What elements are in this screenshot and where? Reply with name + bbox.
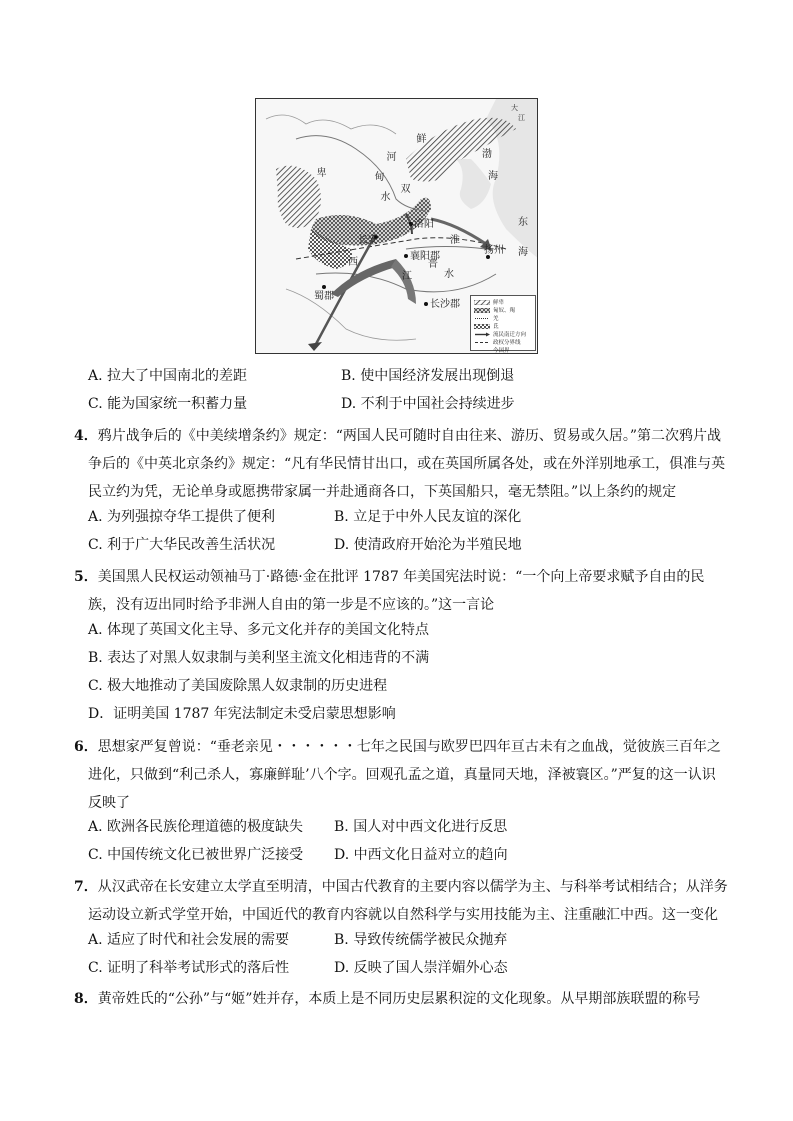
migration-map — [255, 98, 538, 354]
legend-dash-swatch — [474, 340, 490, 345]
question-7 — [74, 873, 728, 929]
q4-option-a[interactable]: A. 为列强掠夺华工提供了便利 — [88, 509, 276, 525]
q7-option-c[interactable]: C. 证明了科举考试形式的落后性 — [88, 960, 290, 976]
map-label-xianbei: 鲜 — [414, 133, 425, 143]
question-stem: 从汉武帝在长安建立太学直至明清，中国古代教育的主要内容以儒学为主、与科举考试相结合；从洋务运动设立新式学堂开始，中国近代的教育内容就以自然科学与实用技能为主、注重融汇中西。这一变化 — [88, 879, 728, 923]
question-number: 4． — [74, 428, 98, 444]
q6-option-a[interactable]: A. 欧洲各民族伦理道德的极度缺失 — [88, 819, 304, 835]
map-label-da: 大 — [511, 104, 518, 112]
legend-arrow-swatch — [474, 332, 490, 337]
map-label-bo: 渤 — [482, 149, 492, 160]
map-label-jiang: 江 — [402, 271, 412, 282]
map-label-xiangyang: 襄阳郡 — [410, 251, 440, 262]
map-label-yangzhou: 扬州 — [484, 245, 504, 256]
map-label-jiang2: 江 — [518, 114, 525, 122]
map-label-jin: 晋 — [428, 259, 438, 270]
q7-option-a[interactable]: A. 适应了时代和社会发展的需要 — [88, 932, 290, 948]
q3-option-b[interactable]: B. 使中国经济发展出现倒退 — [341, 368, 515, 384]
legend-item — [474, 330, 532, 338]
legend-item — [474, 338, 532, 346]
q3-option-a[interactable]: A. 拉大了中国南北的差距 — [88, 368, 248, 384]
q4-option-c[interactable]: C. 利于广大华民改善生活状况 — [88, 537, 276, 553]
legend-hatch-swatch — [474, 300, 490, 305]
q6-option-b[interactable]: B. 国人对中西文化进行反思 — [334, 819, 508, 835]
q5-option-a[interactable]: A. 体现了英国文化主导、多元文化并存的美国文化特点 — [88, 622, 430, 638]
q7-option-d[interactable]: D. 反映了国人崇洋媚外心态 — [334, 960, 508, 976]
legend-dots-swatch — [474, 316, 490, 321]
legend-item — [474, 298, 532, 306]
question-6 — [74, 733, 728, 817]
map-label-xi: 西 — [348, 257, 358, 268]
legend-label: 今国界 — [493, 348, 510, 354]
q6-option-d[interactable]: D. 中西文化日益对立的趋向 — [334, 847, 508, 863]
q5-option-b[interactable]: B. 表达了对黑人奴隶制与美利坚主流文化相违背的不满 — [88, 650, 430, 666]
map-label-hedian-2: 甸 — [372, 171, 383, 181]
question-number: 7． — [74, 879, 98, 895]
question-stem: 美国黑人民权运动领袖马丁·路德·金在批评 1787 年美国宪法时说：“一个向上帝要求赋予自由的民族，没有迈出同时给予非洲人自由的第一步是不应该的。”这一言论 — [88, 569, 705, 613]
map-label-changsha: 长沙郡 — [430, 299, 460, 310]
q4-option-d[interactable]: D. 使清政府开始沦为半殖民地 — [334, 537, 522, 553]
question-stem: 鸦片战争后的《中美续增条约》规定：“两国人民可随时自由往来、游历、贸易或久居。”第二次鸦片战争后的《中英北京条约》规定：“凡有华民情甘出口，或在英国所属各处，或在外洋别地承工，俱准与英民立约为凭，无论单身或愿携带家属一并赴通商各口，下英国船只，毫无禁阻。”以上条约的规定 — [88, 428, 726, 500]
legend-label: 政权分界线 — [493, 340, 521, 346]
legend-label: 鲜卑 — [493, 300, 505, 306]
legend-cross-swatch — [474, 308, 490, 313]
map-label-jie: 卑 — [314, 167, 325, 177]
question-4 — [74, 422, 728, 506]
legend-label: 羌 — [493, 316, 499, 322]
legend-item — [474, 306, 532, 314]
legend-item — [474, 314, 532, 322]
question-stem: 思想家严复曾说：“垂老亲见・・・・・・七年之民国与欧罗巴四年亘古未有之血战，觉彼族三百年之进化，只做到“利己杀人，寡廉鲜耻’八个字。回观孔孟之道，真量同天地，泽被寰区。”严复的这一认识反映了 — [88, 739, 721, 811]
legend-thin-swatch — [474, 348, 490, 353]
question-8 — [74, 985, 728, 1013]
map-label-hedian-1: 河 — [384, 151, 395, 161]
q6-option-c[interactable]: C. 中国传统文化已被世界广泛接受 — [88, 847, 304, 863]
q4-option-b[interactable]: B. 立足于中外人民友谊的深化 — [334, 509, 522, 525]
question-5 — [74, 563, 728, 619]
map-label-changan: 长安 — [358, 235, 378, 246]
map-label-hai2: 海 — [518, 247, 528, 258]
question-number: 5． — [74, 569, 98, 585]
map-label-hai: 海 — [488, 171, 498, 182]
legend-label: 流民南迁方向 — [493, 332, 527, 338]
legend-item — [474, 322, 532, 330]
map-label-huai: 淮 — [450, 235, 460, 246]
map-label-shui2: 水 — [444, 269, 454, 280]
q3-option-d[interactable]: D. 不利于中国社会持续进步 — [341, 396, 515, 412]
map-label-shui: 水 — [378, 191, 389, 201]
question-stem: 黄帝姓氏的“公孙”与“姬”姓并存，本质上是不同历史层累积淀的文化现象。从早期部族联盟的称号 — [97, 991, 701, 1007]
legend-checker-swatch — [474, 324, 490, 329]
q5-option-d[interactable]: D．证明美国 1787 年宪法制定未受启蒙思想影响 — [88, 706, 396, 722]
q5-option-c[interactable]: C. 极大地推动了美国废除黑人奴隶制的历史进程 — [88, 678, 388, 694]
q3-option-c[interactable]: C. 能为国家统一积蓄力量 — [88, 396, 248, 412]
map-label-shuang: 双 — [398, 183, 409, 193]
map-legend — [470, 295, 536, 354]
map-label-luoyang: 洛阳 — [414, 219, 434, 230]
q7-option-b[interactable]: B. 导致传统儒学被民众抛弃 — [334, 932, 508, 948]
question-number: 8． — [74, 991, 98, 1007]
legend-item — [474, 346, 532, 354]
question-number: 6． — [74, 739, 98, 755]
legend-label: 氐 — [493, 324, 499, 330]
map-label-shujun: 蜀郡 — [314, 291, 334, 302]
legend-label: 匈奴、羯 — [493, 308, 516, 314]
map-label-dong: 东 — [518, 217, 528, 228]
